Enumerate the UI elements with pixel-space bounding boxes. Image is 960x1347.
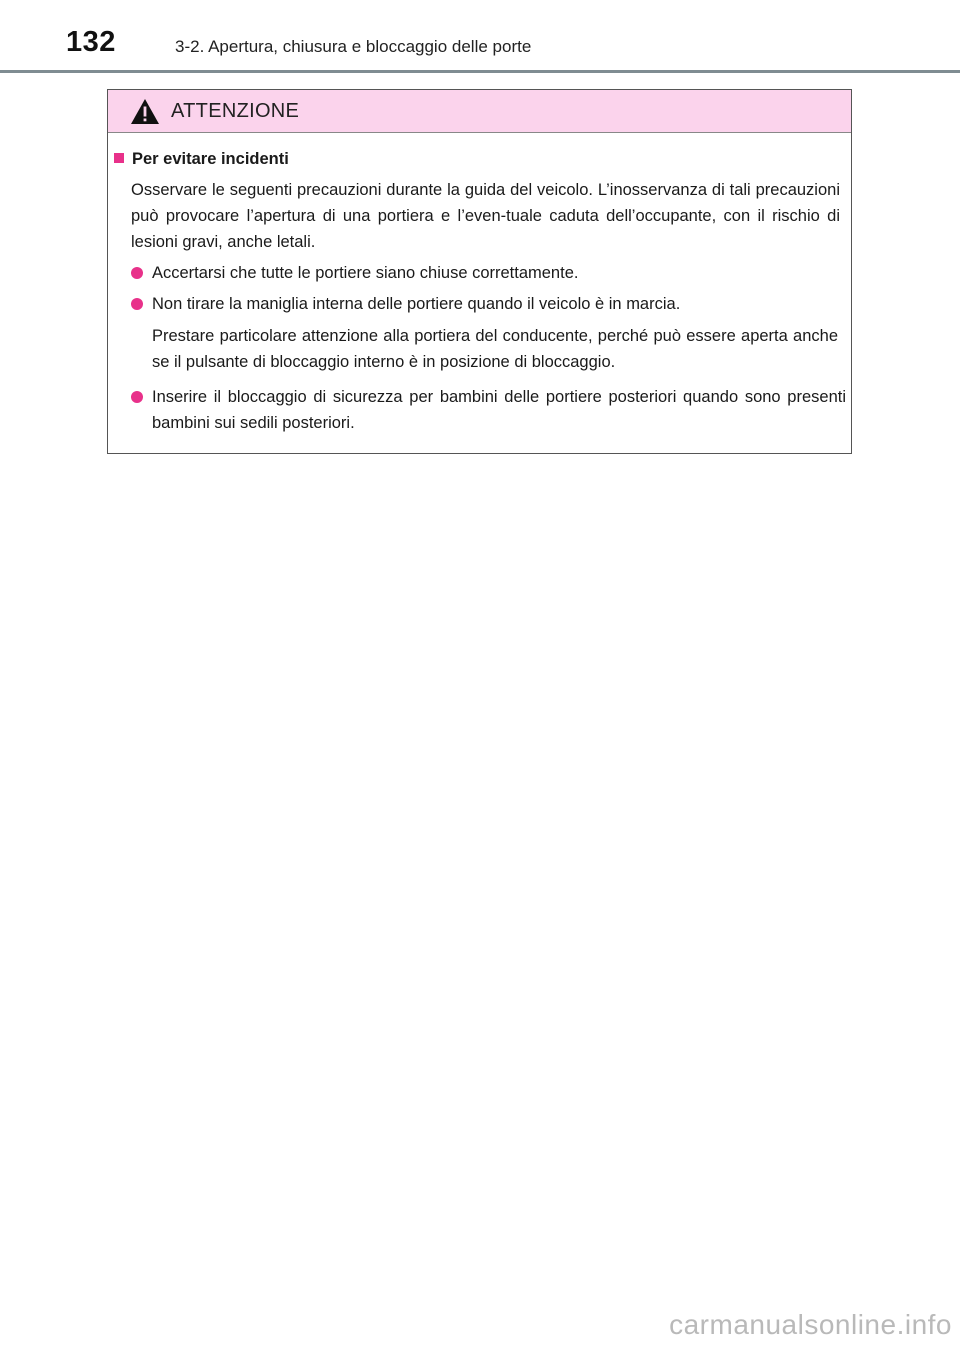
bullet-item bbox=[131, 260, 846, 286]
page-number: 132 bbox=[66, 26, 116, 58]
subheading-text: Per evitare incidenti bbox=[132, 150, 289, 168]
bullet-text: Non tirare la maniglia interna delle portiere quando il veicolo è in marcia. bbox=[152, 295, 681, 313]
bullet-dot-icon bbox=[131, 298, 143, 310]
section-title: 3-2. Apertura, chiusura e bloccaggio delle porte bbox=[175, 37, 532, 56]
bullet-dot-icon bbox=[131, 391, 143, 403]
header-divider bbox=[0, 70, 960, 73]
bullet-dot-icon bbox=[131, 267, 143, 279]
warning-subheading bbox=[114, 150, 289, 169]
bullet-item bbox=[131, 384, 846, 436]
bullet-note: Prestare particolare attenzione alla portiera del conducente, perché può essere aperta anche se il pulsante di bloccaggio interno è in posizione di bloccaggio. bbox=[152, 327, 838, 371]
bullet-item bbox=[131, 291, 846, 317]
warning-title: ATTENZIONE bbox=[171, 100, 300, 122]
warning-triangle-icon bbox=[130, 98, 160, 125]
warning-paragraph: Osservare le seguenti precauzioni durante la guida del veicolo. L’inosservanza di tali precauzioni può provocare l’apertura di una portiera e l’even-tuale caduta dell’occupante, con il rischio di lesioni gravi, anche letali. bbox=[131, 181, 840, 251]
bullet-text: Inserire il bloccaggio di sicurezza per bambini delle portiere posteriori quando sono presenti bambini sui sedili posteriori. bbox=[152, 388, 846, 432]
watermark: carmanualsonline.info bbox=[669, 1309, 952, 1340]
page-header bbox=[0, 0, 960, 76]
bullet-text: Accertarsi che tutte le portiere siano chiuse correttamente. bbox=[152, 264, 579, 282]
warning-header bbox=[108, 90, 851, 133]
warning-box bbox=[107, 89, 852, 454]
square-bullet-icon bbox=[114, 153, 124, 163]
